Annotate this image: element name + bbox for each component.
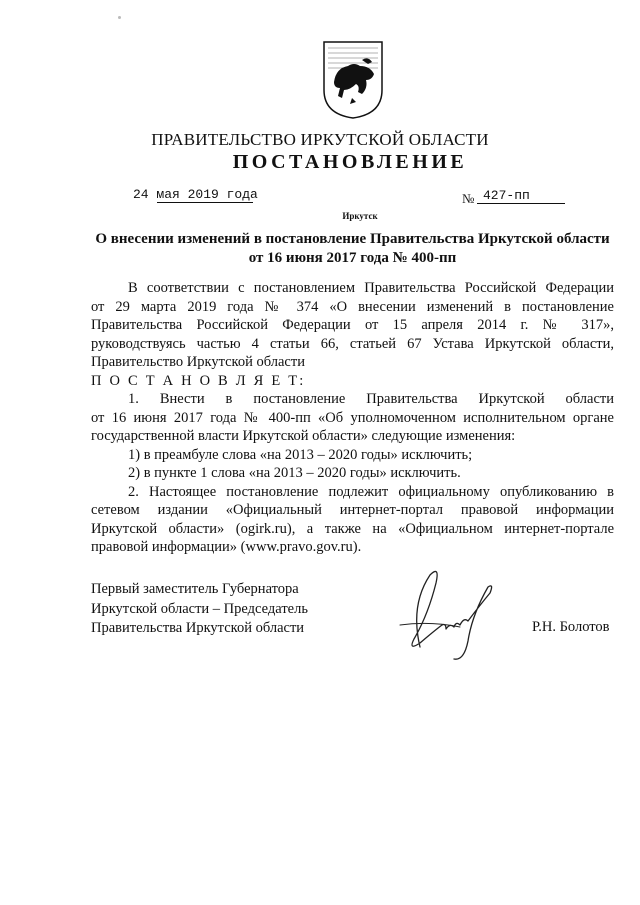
document-number: 427-пп xyxy=(483,188,530,203)
signatory-name: Р.Н. Болотов xyxy=(532,619,610,635)
item-1-line: от 16 июня 2017 года № 400-пп «Об уполномоченном исполнительном органе xyxy=(91,409,614,426)
government-name: ПРАВИТЕЛЬСТВО ИРКУТСКОЙ ОБЛАСТИ xyxy=(151,130,489,149)
scan-speck xyxy=(118,16,121,19)
document-body xyxy=(91,279,614,557)
item-2-line: 2. Настоящее постановление подлежит официальному опубликованию в xyxy=(128,483,614,500)
title-line-1: О внесении изменений в постановление Правительства Иркутской области xyxy=(95,231,610,247)
date-underline xyxy=(157,202,253,203)
coat-of-arms-icon xyxy=(322,40,384,120)
item-2-line: правовой информации» (www.pravo.gov.ru). xyxy=(91,539,362,555)
item-1-line: 1. Внести в постановление Правительства Иркутской области xyxy=(128,391,614,407)
number-underline xyxy=(477,203,565,204)
item-2-line: сетевом издании «Официальный интернет-портал правовой информации xyxy=(91,502,614,518)
item-2-line: Иркутской области» (ogirk.ru), а также на «Официальном интернет-портале xyxy=(91,520,614,537)
sub-item-2: 2) в пункте 1 слова «на 2013 – 2020 годы» исключить. xyxy=(128,465,461,481)
number-label: № xyxy=(462,191,475,206)
position-line-1: Первый заместитель Губернатора xyxy=(91,581,299,597)
item-1-line: государственной власти Иркутской области» следующие изменения: xyxy=(91,428,516,444)
preamble-line: Правительства Российской Федерации от 15 апреля 2014 г. № 317», xyxy=(91,317,614,333)
preamble-line: от 29 марта 2019 года № 374 «О внесении изменений в постановление xyxy=(91,298,614,315)
sub-item-1: 1) в преамбуле слова «на 2013 – 2020 годы» исключить; xyxy=(128,446,473,463)
position-line-2: Иркутской области – Председатель xyxy=(91,600,308,617)
handwritten-signature xyxy=(390,565,520,665)
city: Иркутск xyxy=(342,211,378,221)
title-line-2: от 16 июня 2017 года № 400-пп xyxy=(248,250,457,266)
decree-word: П О С Т А Н О В Л Я Е Т: xyxy=(91,372,306,389)
document-date: 24 мая 2019 года xyxy=(133,187,258,202)
document-title xyxy=(80,230,625,268)
preamble-line: руководствуясь частью 4 статьи 66, статьей 67 Устава Иркутской области, xyxy=(91,335,614,352)
preamble-line: В соответствии с постановлением Правительства Российской Федерации xyxy=(128,280,614,296)
position-line-3: Правительства Иркутской области xyxy=(91,620,305,636)
signatory-position xyxy=(91,580,308,639)
document-type: ПОСТАНОВЛЕНИЕ xyxy=(232,151,468,173)
preamble-line: Правительство Иркутской области xyxy=(91,354,305,370)
